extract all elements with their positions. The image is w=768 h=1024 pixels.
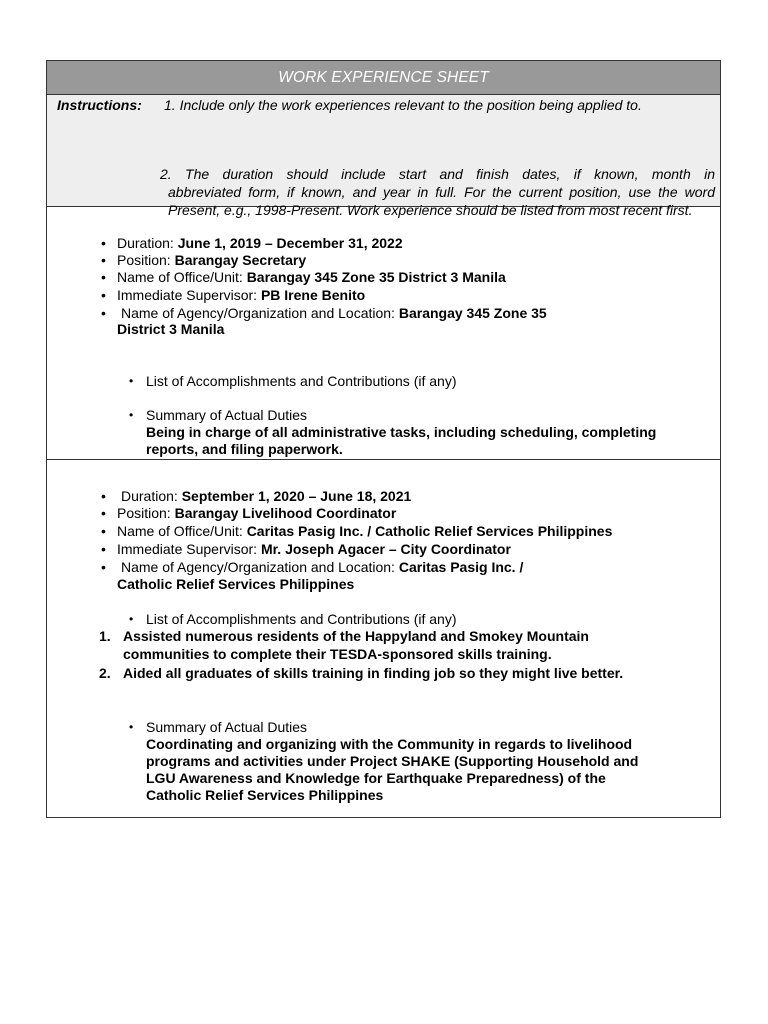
instruction-2-rest: abbreviated form, if known, and year in full. For the current position, use the word Present, e.g., 1998-Present. Work experience should be listed from most recent first. xyxy=(168,184,715,218)
bullet-icon: • xyxy=(129,612,134,626)
bullet-icon: • xyxy=(101,541,106,557)
bullet-icon: • xyxy=(101,235,106,251)
work-entry-1 xyxy=(47,207,720,460)
duties-text: Being in charge of all administrative tasks, including scheduling, completing reports, and filing paperwork. xyxy=(146,424,657,457)
agency-value-line1: Caritas Pasig Inc. / xyxy=(398,559,524,575)
duties-heading: • Summary of Actual Duties xyxy=(129,719,308,735)
office-value: Caritas Pasig Inc. / Catholic Relief Services Philippines xyxy=(246,523,613,539)
duration-value: June 1, 2019 – December 31, 2022 xyxy=(177,235,403,251)
bullet-icon: • xyxy=(101,488,106,504)
duties-heading: • Summary of Actual Duties xyxy=(129,407,308,423)
position-value: Barangay Livelihood Coordinator xyxy=(174,505,397,521)
office-field: • Name of Office/Unit: Barangay 345 Zone 35 District 3 Manila xyxy=(101,269,506,285)
office-value: Barangay 345 Zone 35 District 3 Manila xyxy=(246,269,506,285)
supervisor-field: • Immediate Supervisor: PB Irene Benito xyxy=(101,287,366,303)
position-value: Barangay Secretary xyxy=(174,252,307,268)
instruction-2-line1: 2. The duration should include start and finish dates, if known, month in xyxy=(160,166,715,182)
agency-field-line2: Catholic Relief Services Philippines xyxy=(117,576,355,592)
instructions-section xyxy=(47,95,720,218)
bullet-icon: • xyxy=(129,720,134,734)
duration-field: • Duration: September 1, 2020 – June 18, 2021 xyxy=(101,488,412,504)
bullet-icon: • xyxy=(101,505,106,521)
accomplishments-heading: • List of Accomplishments and Contributions (if any) xyxy=(129,373,457,389)
supervisor-value: Mr. Joseph Agacer – City Coordinator xyxy=(260,541,511,557)
bullet-icon: • xyxy=(101,287,106,303)
supervisor-value: PB Irene Benito xyxy=(260,287,366,303)
supervisor-field: • Immediate Supervisor: Mr. Joseph Agacer – City Coordinator xyxy=(101,541,511,557)
bullet-icon: • xyxy=(101,559,106,575)
agency-value-line1: Barangay 345 Zone 35 xyxy=(398,305,547,321)
office-field: • Name of Office/Unit: Caritas Pasig Inc. / Catholic Relief Services Philippines xyxy=(101,523,613,539)
accomplishment-item: 2. Aided all graduates of skills training in finding job so they might live better. xyxy=(99,665,624,681)
duration-field: • Duration: June 1, 2019 – December 31, 2022 xyxy=(101,235,403,251)
sheet-title: WORK EXPERIENCE SHEET xyxy=(278,68,489,86)
agency-field-line2: District 3 Manila xyxy=(117,321,225,337)
bullet-icon: • xyxy=(129,408,134,422)
title-bar xyxy=(47,61,720,95)
agency-field: • Name of Agency/Organization and Location: Barangay 345 Zone 35 xyxy=(101,305,547,321)
work-entry-2 xyxy=(47,460,720,817)
accomplishments-heading: • List of Accomplishments and Contributions (if any) xyxy=(129,611,457,627)
instruction-1: 1. Include only the work experiences relevant to the position being applied to. xyxy=(164,97,642,113)
work-experience-sheet xyxy=(46,60,721,818)
duration-value: September 1, 2020 – June 18, 2021 xyxy=(181,488,412,504)
accomplishment-item: 1. Assisted numerous residents of the Happyland and Smokey Mountain communities to complete their TESDA-sponsored skills training. xyxy=(99,628,589,662)
bullet-icon: • xyxy=(101,305,106,321)
instructions-label: Instructions: xyxy=(57,97,142,113)
position-field: • Position: Barangay Livelihood Coordinator xyxy=(101,505,397,521)
bullet-icon: • xyxy=(101,523,106,539)
duties-text: Coordinating and organizing with the Community in regards to livelihood programs and activities under Project SHAKE (Supporting Household and LGU Awareness and Knowledge for Earthquake Preparedness) of the Catholic Relief Services Philippines xyxy=(146,736,639,803)
bullet-icon: • xyxy=(129,374,134,388)
agency-field: • Name of Agency/Organization and Location: Caritas Pasig Inc. / xyxy=(101,559,524,575)
bullet-icon: • xyxy=(101,252,106,268)
bullet-icon: • xyxy=(101,269,106,285)
position-field: • Position: Barangay Secretary xyxy=(101,252,307,268)
